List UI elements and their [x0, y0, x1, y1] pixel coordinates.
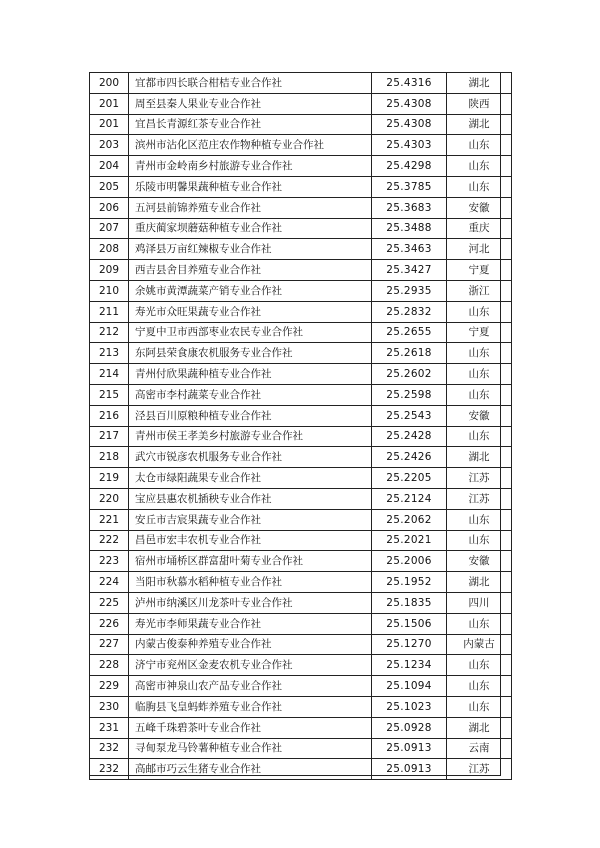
province-cell: 江苏: [447, 468, 512, 489]
score-cell: 25.1506: [372, 613, 447, 634]
cooperative-name-cell: 宁夏中卫市西部枣业农民专业合作社: [129, 322, 372, 343]
rank-cell: 213: [90, 343, 129, 364]
table-row: [90, 426, 512, 447]
table-row: [90, 73, 512, 94]
table-row: [90, 322, 512, 343]
table-row: [90, 176, 512, 197]
cooperative-name-cell: 五峰千珠碧茶叶专业合作社: [129, 717, 372, 738]
province-cell: 湖北: [447, 572, 512, 593]
rank-cell: 208: [90, 239, 129, 260]
province-cell: 山东: [447, 384, 512, 405]
province-cell: 陕西: [447, 93, 512, 114]
rank-cell: 215: [90, 384, 129, 405]
table-row: [90, 384, 512, 405]
cooperative-name-cell: 青州市侯王孝美乡村旅游专业合作社: [129, 426, 372, 447]
rank-cell: 206: [90, 197, 129, 218]
cooperative-name-cell: 青州付欣果蔬种植专业合作社: [129, 364, 372, 385]
score-cell: 25.2124: [372, 488, 447, 509]
cooperative-name-cell: 高密市神泉山农产品专业合作社: [129, 676, 372, 697]
rank-cell: 200: [90, 73, 129, 94]
province-cell: 安徽: [447, 197, 512, 218]
province-cell: 山东: [447, 613, 512, 634]
rank-cell: 218: [90, 447, 129, 468]
table-row: [90, 280, 512, 301]
province-cell: 山东: [447, 301, 512, 322]
score-cell: 25.2543: [372, 405, 447, 426]
score-cell: 25.2655: [372, 322, 447, 343]
province-cell: 江苏: [447, 488, 512, 509]
score-cell: 25.1952: [372, 572, 447, 593]
cooperative-name-cell: 泾县百川原粮种植专业合作社: [129, 405, 372, 426]
province-cell: 宁夏: [447, 260, 512, 281]
table-row: [90, 509, 512, 530]
table-row: [90, 572, 512, 593]
cooperative-name-cell: 内蒙古俊泰种养殖专业合作社: [129, 634, 372, 655]
cooperative-name-cell: 宝应县惠农机插秧专业合作社: [129, 488, 372, 509]
cooperative-name-cell: 寿光市众旺果蔬专业合作社: [129, 301, 372, 322]
table-row: [90, 343, 512, 364]
rank-cell: 230: [90, 696, 129, 717]
table-row: [90, 613, 512, 634]
rank-cell: 222: [90, 530, 129, 551]
cooperative-name-cell: 东阿县荣食康农机服务专业合作社: [129, 343, 372, 364]
cooperative-name-cell: 余姚市黄潭蔬菜产销专业合作社: [129, 280, 372, 301]
rank-cell: 225: [90, 592, 129, 613]
province-cell: 内蒙古: [447, 634, 512, 655]
score-cell: 25.2205: [372, 468, 447, 489]
cooperative-name-cell: 寻甸泵龙马铃薯种植专业合作社: [129, 738, 372, 759]
score-cell: 25.4316: [372, 73, 447, 94]
province-cell: 山东: [447, 364, 512, 385]
cooperative-name-cell: 高密市李村蔬菜专业合作社: [129, 384, 372, 405]
rank-cell: 228: [90, 655, 129, 676]
table-row: [90, 114, 512, 135]
province-cell: 湖北: [447, 447, 512, 468]
province-cell: 湖北: [447, 717, 512, 738]
province-cell: 安徽: [447, 551, 512, 572]
province-cell: 山东: [447, 343, 512, 364]
rank-cell: 201: [90, 93, 129, 114]
table-row: [90, 93, 512, 114]
table-row: [90, 696, 512, 717]
score-cell: 25.2062: [372, 509, 447, 530]
province-cell: 云南: [447, 738, 512, 759]
rank-cell: 219: [90, 468, 129, 489]
cooperative-ranking-table: [89, 72, 512, 780]
score-cell: 25.2021: [372, 530, 447, 551]
rank-cell: 203: [90, 135, 129, 156]
cooperative-name-cell: 宜都市四长联合柑桔专业合作社: [129, 73, 372, 94]
score-cell: 25.2832: [372, 301, 447, 322]
rank-cell: 216: [90, 405, 129, 426]
table-row: [90, 405, 512, 426]
cooperative-name-cell: 重庆蔺家坝蘑菇种植专业合作社: [129, 218, 372, 239]
rank-cell: 226: [90, 613, 129, 634]
rank-cell: 224: [90, 572, 129, 593]
rank-cell: 207: [90, 218, 129, 239]
table-row: [90, 592, 512, 613]
table-row: [90, 239, 512, 260]
table-body: [90, 73, 512, 780]
province-cell: 重庆: [447, 218, 512, 239]
rank-cell: 221: [90, 509, 129, 530]
score-cell: 25.4308: [372, 93, 447, 114]
score-cell: 25.1270: [372, 634, 447, 655]
rank-cell: 229: [90, 676, 129, 697]
score-cell: 25.2602: [372, 364, 447, 385]
cooperative-name-cell: 西吉县舍目养殖专业合作社: [129, 260, 372, 281]
cooperative-name-cell: 昌邑市宏丰农机专业合作社: [129, 530, 372, 551]
table-row: [90, 530, 512, 551]
score-cell: 25.2618: [372, 343, 447, 364]
score-cell: 25.3785: [372, 176, 447, 197]
province-cell: 浙江: [447, 280, 512, 301]
rank-cell: 212: [90, 322, 129, 343]
score-cell: 25.4308: [372, 114, 447, 135]
table-row: [90, 759, 512, 780]
rank-cell: 211: [90, 301, 129, 322]
province-cell: 山东: [447, 426, 512, 447]
score-cell: 25.2935: [372, 280, 447, 301]
province-cell: 山东: [447, 135, 512, 156]
score-cell: 25.0913: [372, 738, 447, 759]
province-cell: 山东: [447, 176, 512, 197]
score-cell: 25.4298: [372, 156, 447, 177]
cooperative-name-cell: 泸州市纳溪区川龙茶叶专业合作社: [129, 592, 372, 613]
rank-cell: 223: [90, 551, 129, 572]
score-cell: 25.3683: [372, 197, 447, 218]
cooperative-name-cell: 安丘市吉宸果蔬专业合作社: [129, 509, 372, 530]
score-cell: 25.1234: [372, 655, 447, 676]
province-cell: 安徽: [447, 405, 512, 426]
rank-cell: 201: [90, 114, 129, 135]
rank-cell: 217: [90, 426, 129, 447]
score-cell: 25.0928: [372, 717, 447, 738]
cooperative-name-cell: 临朐县飞皇蚂蚱养殖专业合作社: [129, 696, 372, 717]
score-cell: 25.2006: [372, 551, 447, 572]
score-cell: 25.1094: [372, 676, 447, 697]
province-cell: 山东: [447, 530, 512, 551]
province-cell: 江苏: [447, 759, 512, 780]
cooperative-name-cell: 宜昌长青源红茶专业合作社: [129, 114, 372, 135]
province-cell: 湖北: [447, 73, 512, 94]
rank-cell: 210: [90, 280, 129, 301]
score-cell: 25.4303: [372, 135, 447, 156]
province-cell: 宁夏: [447, 322, 512, 343]
cooperative-name-cell: 寿光市李师果蔬专业合作社: [129, 613, 372, 634]
table-row: [90, 218, 512, 239]
province-cell: 山东: [447, 676, 512, 697]
score-cell: 25.2598: [372, 384, 447, 405]
cooperative-name-cell: 宿州市埇桥区群富甜叶菊专业合作社: [129, 551, 372, 572]
score-cell: 25.2428: [372, 426, 447, 447]
cooperative-name-cell: 当阳市秋慕水稻种植专业合作社: [129, 572, 372, 593]
score-cell: 25.3427: [372, 260, 447, 281]
cooperative-name-cell: 高邮市巧云生猪专业合作社: [129, 759, 372, 780]
score-cell: 25.1023: [372, 696, 447, 717]
cooperative-name-cell: 滨州市沾化区范庄农作物种植专业合作社: [129, 135, 372, 156]
cooperative-name-cell: 太仓市绿阳蔬果专业合作社: [129, 468, 372, 489]
score-cell: 25.3488: [372, 218, 447, 239]
cooperative-name-cell: 周至县秦人果业专业合作社: [129, 93, 372, 114]
table-row: [90, 364, 512, 385]
cooperative-name-cell: 武穴市锐彦农机服务专业合作社: [129, 447, 372, 468]
cooperative-name-cell: 五河县前锦养殖专业合作社: [129, 197, 372, 218]
rank-cell: 205: [90, 176, 129, 197]
table-row: [90, 488, 512, 509]
table-row: [90, 447, 512, 468]
table-row: [90, 197, 512, 218]
cooperative-name-cell: 青州市金岭南乡村旅游专业合作社: [129, 156, 372, 177]
rank-cell: 214: [90, 364, 129, 385]
province-cell: 山东: [447, 156, 512, 177]
score-cell: 25.2426: [372, 447, 447, 468]
rank-cell: 209: [90, 260, 129, 281]
score-cell: 25.0913: [372, 759, 447, 780]
province-cell: 河北: [447, 239, 512, 260]
table-row: [90, 468, 512, 489]
rank-cell: 232: [90, 759, 129, 780]
table-row: [90, 717, 512, 738]
province-cell: 山东: [447, 696, 512, 717]
table-row: [90, 156, 512, 177]
province-cell: 四川: [447, 592, 512, 613]
province-cell: 山东: [447, 509, 512, 530]
rank-cell: 204: [90, 156, 129, 177]
rank-cell: 232: [90, 738, 129, 759]
score-cell: 25.3463: [372, 239, 447, 260]
rank-cell: 220: [90, 488, 129, 509]
table-row: [90, 135, 512, 156]
table-row: [90, 655, 512, 676]
cooperative-name-cell: 鸡泽县万亩红辣椒专业合作社: [129, 239, 372, 260]
cooperative-name-cell: 乐陵市明馨果蔬种植专业合作社: [129, 176, 372, 197]
table-row: [90, 676, 512, 697]
rank-cell: 231: [90, 717, 129, 738]
province-cell: 山东: [447, 655, 512, 676]
province-cell: 湖北: [447, 114, 512, 135]
table-row: [90, 551, 512, 572]
table-row: [90, 301, 512, 322]
table-row: [90, 260, 512, 281]
score-cell: 25.1835: [372, 592, 447, 613]
table-row: [90, 634, 512, 655]
table-row: [90, 738, 512, 759]
cooperative-name-cell: 济宁市兖州区金麦农机专业合作社: [129, 655, 372, 676]
rank-cell: 227: [90, 634, 129, 655]
